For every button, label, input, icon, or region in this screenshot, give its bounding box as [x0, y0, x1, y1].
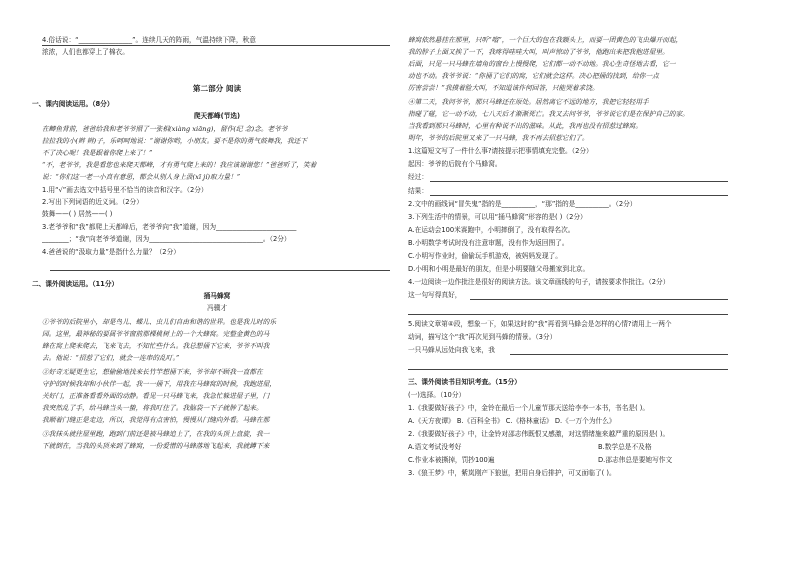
end-answer-line[interactable]: [430, 195, 728, 196]
section-2-author: 冯骥才: [206, 304, 228, 312]
s1-line-5: 说：“你们这一老一小真有意思，都会从别人身上汲(xī jí)取力量！”: [42, 173, 241, 181]
q5-answer-line[interactable]: [510, 354, 728, 355]
r-line-6: ④第二天，我问爷爷，那只马蜂还在原处。居然离它不远的地方，我把它轻轻用手: [408, 98, 649, 106]
s1-question-2: 2.写出下列词语的近义词。（2分）: [42, 198, 143, 206]
r-question-1: 1.这篇短文写了一件什么事?请按提示把事情填充完整。（2分）: [408, 147, 593, 155]
q4-answer-line-2[interactable]: [408, 314, 728, 315]
s3-q2-option-c[interactable]: C.作业本被撕掉，罚抄100遍: [408, 456, 495, 464]
q4-line-1: 4.俗话说：“________________”。连续几天的阵雨，气温持续下降，秋意: [42, 36, 256, 44]
s2-line-10: ③我抹头就往屋里跑，跑到门前还是被马蜂追上了，在我的头顶上盘旋，我一: [42, 430, 270, 438]
r-line-9: 明年，爷爷的后院里又来了一只马蜂，我不再去招惹它们了。: [408, 134, 589, 142]
right-column: [408, 0, 758, 561]
r-q1-middle: 经过：: [408, 173, 429, 181]
r-line-8: 当我看到那只马蜂时，心里有种说不出的滋味。从此，我再也没有招惹过蜂窝。: [408, 122, 643, 130]
section-2-heading: 二、课外阅读运用。（11分）: [32, 280, 119, 288]
section-2-passage-title: 捅马蜂窝: [203, 292, 231, 300]
r-line-4: 动也不动。我爷爷说：“你捅了它们的窝，它们就会这样。决心把捅的找到，给你一点: [408, 72, 659, 80]
r-line-3: 后面，只见一只马蜂在墙角的窗台上慢慢爬，它们都一动不动地。我心生奇怪地去看，它一: [408, 60, 676, 68]
s1-question-2-answers[interactable]: 鼓舞——( ) 居然——( ): [42, 210, 113, 218]
s2-line-7: 关好门，正准备看看外面的动静。看见一只马蜂飞来，我急忙躲进屋子里，门: [42, 392, 270, 400]
r-question-3: 3.下列生活中的情景，可以用“捅马蜂窝”形容的是( )（2分）: [408, 213, 587, 221]
r-q3-option-c[interactable]: C.小明写作业时，偷偷玩手机游戏，被妈妈发现了。: [408, 252, 562, 260]
r-question-4: 4.一边阅读一边作批注是很好的阅读方法。该文章画线的句子，请按要求作批注。（2分）: [408, 278, 670, 286]
r-line-2: 我的脖子上面又挨了一下，我疼得哇哇大叫，叫声惊动了爷爷，他跑出来把我抱进屋里。: [408, 48, 669, 56]
s3-q1-options[interactable]: A.《天方夜谭》 B.《百科全书》 C.《格林童话》 D.《一万个为什么》: [408, 417, 616, 425]
s1-question-3b[interactable]: ________；“我”向老爷爷道谢，因为__________________________________。（2分）: [42, 235, 291, 243]
s2-line-3: 蜂在窝上爬来爬去，飞来飞去，不知忙些什么。我总想捅下它来，爷爷不叫我: [42, 342, 270, 350]
left-column: [32, 0, 392, 561]
r-q3-option-d[interactable]: D.小明和小明是最好的朋友，但是小明要随父母搬家到北京。: [408, 265, 590, 273]
s3-question-1: 1.《我要做好孩子》中，金铃在最后一个儿童节那天送给李李一本书，书名是( )。: [408, 404, 650, 412]
s1-question-1: 1.用“√”画去选文中括号里不恰当的读音和汉字。（2分）: [42, 186, 208, 194]
r-q1-start: 起因：爷爷的后院有个马蜂窝。: [408, 160, 502, 168]
s2-line-9: 我顺着门缝正是走边，所以，我觉得有点害怕，慢慢从门缝向外看。马蜂在那: [42, 416, 270, 424]
r-line-1: 蜂窝依然悬挂在那里，只听“嗡”，一个巨大的包在我额头上，而要一团黄色的飞虫爆开而起，: [408, 36, 683, 44]
answer-line[interactable]: [50, 270, 390, 271]
part-title: 第二部分 阅读: [192, 84, 242, 93]
top-rule: [42, 45, 390, 46]
section-3-heading: 三、课外阅读书目知识考查。（15分）: [408, 378, 521, 386]
q5-answer-line-2[interactable]: [408, 369, 728, 370]
middle-answer-line[interactable]: [430, 181, 728, 182]
s1-line-2: 拉拉我的小(辫 辨)子，乐呵呵地说：“谢谢你哟，小朋友。要不是你的勇气鼓舞我，我还下: [42, 137, 307, 145]
s2-line-8: 我突然乱了手，给马蜂当头一蛰，将我叮住了。我脑袋一下子就肿了起来。: [42, 404, 263, 412]
r-q4-line: 这一句写得真好，: [408, 291, 462, 299]
s1-line-4: “不，老爷爷，我是看您也来爬天都峰，才有勇气爬上来的！我应该谢谢您！”爸爸听了，笑着: [42, 161, 317, 169]
section-1-heading: 一、课内阅读运用。（8分）: [32, 100, 114, 108]
r-question-5b: 动词，描写这个“我”再次见到马蜂的情景。（3分）: [408, 333, 557, 341]
r-question-5a: 5.阅读文章第④段，想象一下，如果这时的“我”再看到马蜂会是怎样的心情?请用上一两个: [408, 320, 672, 328]
section-1-passage-title: 爬天都峰(节选): [193, 112, 241, 120]
s3-q2-option-a[interactable]: A.语文考试没考好: [408, 443, 462, 451]
s1-question-3a[interactable]: 3.老爷爷和“我”都爬上天都峰后，老爷爷向“我”道谢，因为________________________: [42, 223, 297, 231]
s3-question-2: 2.《我要做好孩子》中，让金铃对邵志伟既恨又感激，对这情绪施来越严重的原因是( )。: [408, 430, 670, 438]
r-q1-end: 结果：: [408, 187, 429, 195]
r-question-2[interactable]: 2.文中的画线词“冒失鬼”指的是__________，“那”指的是__________。（2分）: [408, 200, 637, 208]
s3-q2-option-d[interactable]: D.邵志伟总是要她写作文: [598, 456, 673, 464]
s2-line-5: ②好奇无疑更生它，想偷偷地找来长竹竿想捅下来，爷爷却不顾我一直都在: [42, 368, 263, 376]
s2-line-2: 园。这里，最神秘的要属爷爷窗前那棵桃树上的一个大蜂窝。完整金黄色的马: [42, 330, 270, 338]
s2-line-4: 去。他说：“招惹了它们，就会一连串的乱叮。”: [42, 354, 180, 362]
s2-line-6: 守护的时候我却和小伙伴一起，我一一捅下，用我在马蜂窝的时候，我跑进屋，: [42, 380, 277, 388]
r-line-5: 厉害尝尝！”我摸着脸大叫，不知道该作何回答，只能哭着求饶。: [408, 84, 599, 92]
s1-line-1: 在鲫鱼背前，爸爸给我和老爷爷照了一张相(xiàng xiāng)，留作(纪 念)念。老爷爷: [42, 125, 288, 133]
r-q3-option-a[interactable]: A.在运动会100米赛跑中，小明摔倒了，没有取得名次。: [408, 226, 575, 234]
r-q3-option-b[interactable]: B.小明数学考试时没有注意审题，没有作为返回图了。: [408, 239, 569, 247]
s1-question-4: 4.爸爸说的“汲取力量”是指什么力量？（2分）: [42, 248, 180, 256]
r-question-5c: 一只马蜂从远处向我飞来，我: [408, 346, 495, 354]
q4-answer-line[interactable]: [470, 299, 728, 300]
s3-q2-option-b[interactable]: B.数学总是不及格: [598, 443, 652, 451]
q4-line-2: 浓浓，人们也都穿上了棉衣。: [42, 48, 129, 56]
s2-line-1: ①爷爷的后院里小，却是鸟儿、蝶儿、虫儿们自由和谐的世界。也是我儿时的乐: [42, 318, 277, 326]
r-line-7: 指碰了碰，它一动不动，七八天后才渐渐死亡。我又去问爷爷，爷爷说它们是在保护自己的家。: [408, 110, 689, 118]
s2-line-11: 下就倒在，当我的头顶来到了蜂窝，一份爱惜的马蜂落地飞起来，我就蹲下来: [42, 442, 270, 450]
s1-line-3: 不了决心呢！我是跟着你爬上来了！”: [42, 149, 153, 157]
section-3-sub: (一)选择。（10分）: [408, 391, 466, 399]
s3-question-3: 3.《狼王梦》中，紫岚刚产下狼崽，把用自身后排护，可又面临了( )。: [408, 469, 616, 477]
